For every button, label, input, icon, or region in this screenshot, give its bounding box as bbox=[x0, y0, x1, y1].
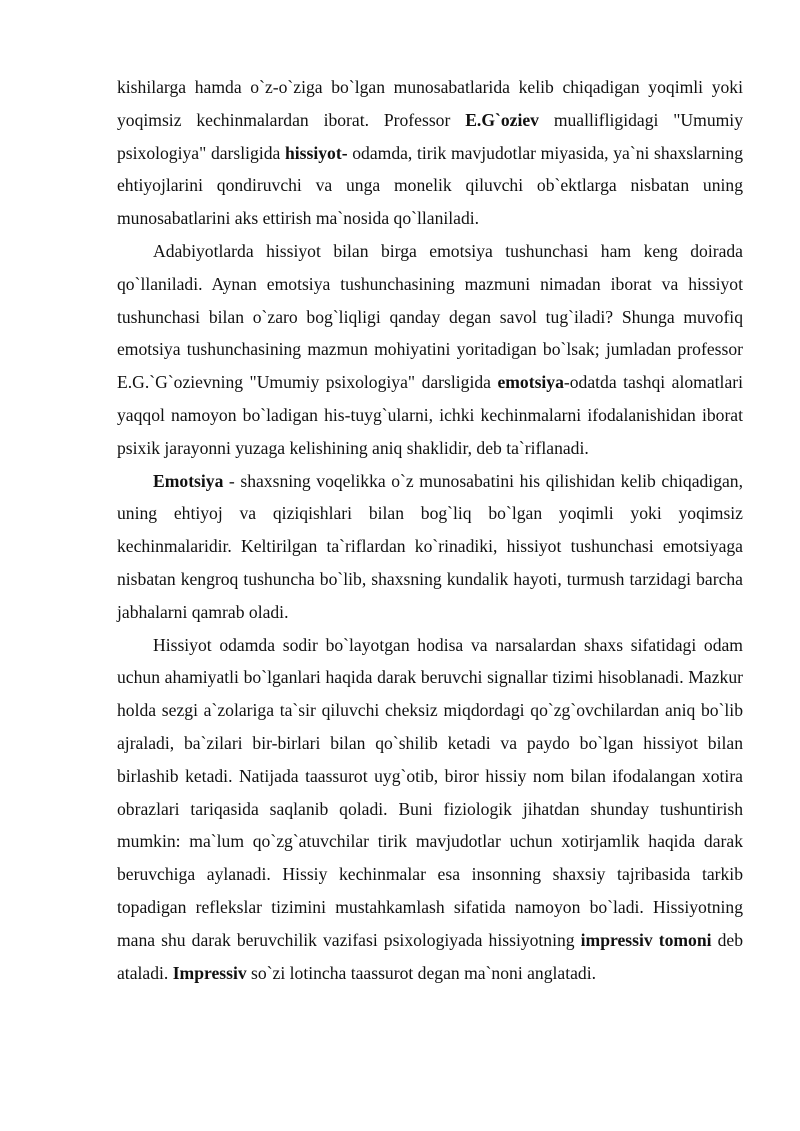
bold-term-emotsiya: emotsiya bbox=[497, 372, 564, 393]
paragraph-4 bbox=[117, 629, 743, 990]
bold-term-emotsiya-definition: Emotsiya bbox=[153, 470, 224, 491]
bold-term-author: E.G`oziev bbox=[465, 109, 539, 130]
body-text bbox=[117, 71, 743, 989]
text-run: Adabiyotlarda hissiyot bilan birga emotsiya tushunchasi ham keng doirada qo`llaniladi. Aynan emotsiya tushunchasining mazmuni nimadan iborat va hissiyot tushunchasi bilan o`zaro bog`liqligi qanday degan savol tug`iladi? Shunga muvofiq emotsiya tushunchasining mazmun mohiyatini yoritadigan bo`lsak; jumladan professor E.G.`G`ozievning "Umumiy psixologiya" darsligida bbox=[117, 240, 743, 393]
text-run: muallifligidagi "Umumiy psixologiya" darsligida bbox=[117, 109, 743, 163]
bold-term-impressiv: Impressiv bbox=[172, 962, 247, 983]
paragraph-3 bbox=[117, 465, 743, 629]
text-run: odamda, tirik mavjudotlar miyasida, ya`ni shaxslarning ehtiyojlarini qondiruvchi va unga monelik qiluvchi ob`ektlarga nisbatan uning munosabatlarini aks ettirish ma`nosida qo`llaniladi. bbox=[117, 142, 743, 229]
paragraph-1 bbox=[117, 71, 743, 235]
text-run: kishilarga hamda o`z-o`ziga bo`lgan munosabatlarida kelib chiqadigan yoqimli yoki yoqimsiz kechinmalardan iborat. Professor bbox=[117, 77, 743, 130]
paragraph-2 bbox=[117, 235, 743, 465]
text-run: Hissiyot odamda sodir bo`layotgan hodisa va narsalardan shaxs sifatidagi odam uchun ahamiyatli bo`lganlari haqida darak beruvchi signallar tizimi hisoblanadi. Mazkur holda sezgi a`zolariga ta`sir qiluvchi cheksiz miqdordagi qo`zg`ovchilardan aniq bo`lib ajraladi, ba`zilari bir-birlari bilan qo`shilib ketadi va paydo bo`lgan hissiyot bilan birlashib ketadi. Natijada taassurot uyg`otib, biror hissiy nom bilan ifodalangan xotira obrazlari tariqasida saqlanib qoladi. Buni fiziologik jihatdan shunday tushuntirish mumkin: ma`lum qo`zg`atuvchilar tirik mavjudotlar uchun xotirjamlik haqida darak beruvchiga aylanadi. Hissiy kechinmalar esa insonning shaxsiy tajribasida tarkib topadigan reflekslar tizimini mustahkamlash sifatida namoyon bo`ladi. Hissiyotning mana shu darak beruvchilik vazifasi psixologiyada hissiyotning bbox=[117, 634, 743, 950]
text-run: - shaxsning voqelikka o`z munosabatini his qilishidan kelib chiqadigan, uning ehtiyoj va qiziqishlari bilan bog`liq bo`lgan yoqimli yoki yoqimsiz kechinmalaridir. Keltirilgan ta`riflardan ko`rinadiki, hissiyot tushunchasi emotsiyaga nisbatan kengroq tushuncha bo`lib, shaxsning kundalik hayoti, turmush tarzidagi barcha jabhalarni qamrab oladi. bbox=[117, 470, 743, 622]
text-run: -odatda tashqi alomatlari yaqqol namoyon bo`ladigan his-tuyg`ularni, ichki kechinmalarni ifodalanishidan iborat psixik jarayonni yuzaga kelishining aniq shaklidir, deb ta`riflanadi. bbox=[117, 372, 744, 458]
text-run: deb ataladi. bbox=[117, 929, 743, 983]
bold-term-hissiyot: hissiyot- bbox=[285, 142, 348, 163]
bold-term-impressiv-tomoni: impressiv tomoni bbox=[580, 929, 712, 950]
text-run: so`zi lotincha taassurot degan ma`noni anglatadi. bbox=[246, 962, 596, 983]
